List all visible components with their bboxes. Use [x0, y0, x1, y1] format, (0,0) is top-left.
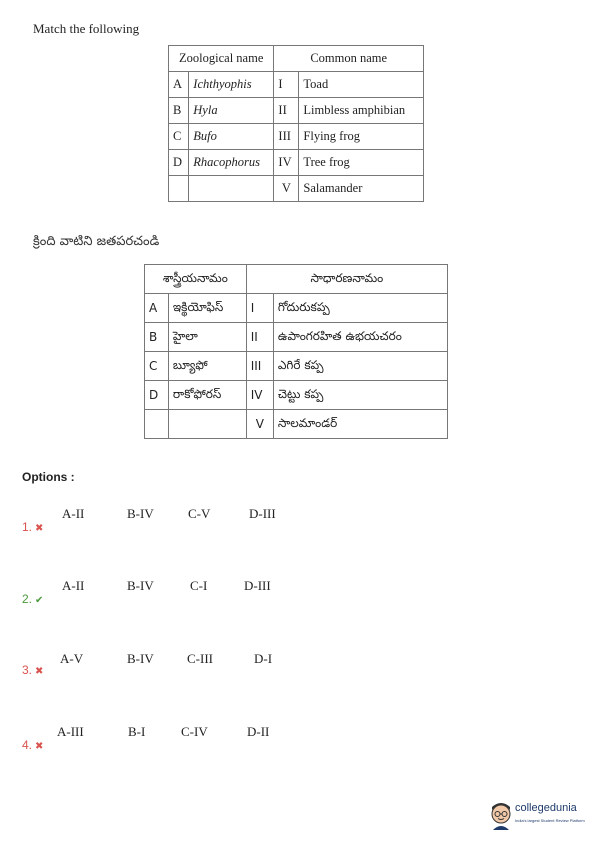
row-letter: C — [169, 124, 189, 150]
header-common-name: Common name — [274, 46, 424, 72]
option-number — [22, 663, 43, 677]
row-roman: I — [274, 72, 299, 98]
common-name: చెట్టు కప్ప — [273, 381, 447, 410]
option-number — [22, 738, 43, 752]
row-letter: B — [169, 98, 189, 124]
common-name: ఎగిరే కప్ప — [273, 352, 447, 381]
check-icon: ✔ — [35, 595, 44, 606]
option-pair: D-I — [254, 651, 273, 666]
table-row — [169, 150, 424, 176]
table-header-row — [145, 265, 448, 294]
row-letter: A — [145, 294, 169, 323]
common-name: Flying frog — [299, 124, 424, 150]
option-pair: C-I — [190, 578, 208, 593]
cross-icon: ✖ — [35, 741, 44, 752]
row-letter: D — [145, 381, 169, 410]
row-roman: IV — [246, 381, 273, 410]
common-name: సాలమాండర్ — [273, 410, 447, 439]
table-row — [169, 98, 424, 124]
telugu-match-table — [144, 264, 448, 439]
row-roman: III — [274, 124, 299, 150]
common-name: ఉపాంగరహిత ఉభయచరం — [273, 323, 447, 352]
header-scientific-name: శాస్త్రీయనామం — [145, 265, 247, 294]
row-roman: II — [274, 98, 299, 124]
table-row — [169, 176, 424, 202]
row-letter: B — [145, 323, 169, 352]
options-label: Options : — [22, 470, 75, 484]
logo-tagline: India's largest Student Review Platform — [515, 818, 585, 823]
row-roman: V — [274, 176, 299, 202]
scientific-name: ఇక్థియోఫిస్ — [168, 294, 246, 323]
cross-icon: ✖ — [35, 523, 44, 534]
option-pair: B-IV — [127, 578, 154, 593]
table-row — [145, 381, 448, 410]
table-row — [145, 410, 448, 439]
row-roman: III — [246, 352, 273, 381]
zoological-name — [189, 176, 274, 202]
scientific-name: రాకోఫోరస్ — [168, 381, 246, 410]
common-name: Limbless amphibian — [299, 98, 424, 124]
row-letter: A — [169, 72, 189, 98]
row-roman: II — [246, 323, 273, 352]
option-pair: D-III — [244, 578, 271, 593]
scientific-name: హైలా — [168, 323, 246, 352]
common-name: Tree frog — [299, 150, 424, 176]
option-number — [22, 592, 43, 606]
table-header-row — [169, 46, 424, 72]
row-roman: IV — [274, 150, 299, 176]
option-number-text: 4. — [22, 738, 33, 752]
option-pair: C-V — [188, 506, 211, 521]
option-number — [22, 520, 43, 534]
option-pair: C-III — [187, 651, 213, 666]
option-pair: A-II — [62, 506, 85, 521]
common-name: Toad — [299, 72, 424, 98]
header-common-name: సాధారణనామం — [246, 265, 447, 294]
zoological-name: Rhacophorus — [189, 150, 274, 176]
scientific-name: బ్యూఫో — [168, 352, 246, 381]
common-name: గోదురుకప్ప — [273, 294, 447, 323]
telugu-heading: క్రింది వాటిని జతపరచండి — [33, 234, 160, 249]
option-pair: D-III — [249, 506, 276, 521]
row-letter — [169, 176, 189, 202]
student-mascot-icon — [488, 800, 514, 830]
row-roman: I — [246, 294, 273, 323]
option-number-text: 3. — [22, 663, 33, 677]
row-roman: V — [246, 410, 273, 439]
logo-name: collegedunia — [515, 802, 577, 814]
option-pair: D-II — [247, 724, 270, 739]
option-pair: A-II — [62, 578, 85, 593]
row-letter: C — [145, 352, 169, 381]
cross-icon: ✖ — [35, 666, 44, 677]
option-pair: B-IV — [127, 651, 154, 666]
english-match-table — [168, 45, 424, 202]
common-name: Salamander — [299, 176, 424, 202]
option-pair: A-V — [60, 651, 84, 666]
option-number-text: 1. — [22, 520, 33, 534]
table-row — [145, 294, 448, 323]
header-zoological-name: Zoological name — [169, 46, 274, 72]
option-pair: B-I — [128, 724, 146, 739]
table-row — [145, 352, 448, 381]
zoological-name: Ichthyophis — [189, 72, 274, 98]
question-heading: Match the following — [33, 21, 140, 36]
option-pair: C-IV — [181, 724, 208, 739]
table-row — [145, 323, 448, 352]
scientific-name — [168, 410, 246, 439]
table-row — [169, 72, 424, 98]
table-row — [169, 124, 424, 150]
row-letter — [145, 410, 169, 439]
option-pair: B-IV — [127, 506, 154, 521]
zoological-name: Bufo — [189, 124, 274, 150]
zoological-name: Hyla — [189, 98, 274, 124]
row-letter: D — [169, 150, 189, 176]
option-number-text: 2. — [22, 592, 33, 606]
option-pair: A-III — [57, 724, 84, 739]
